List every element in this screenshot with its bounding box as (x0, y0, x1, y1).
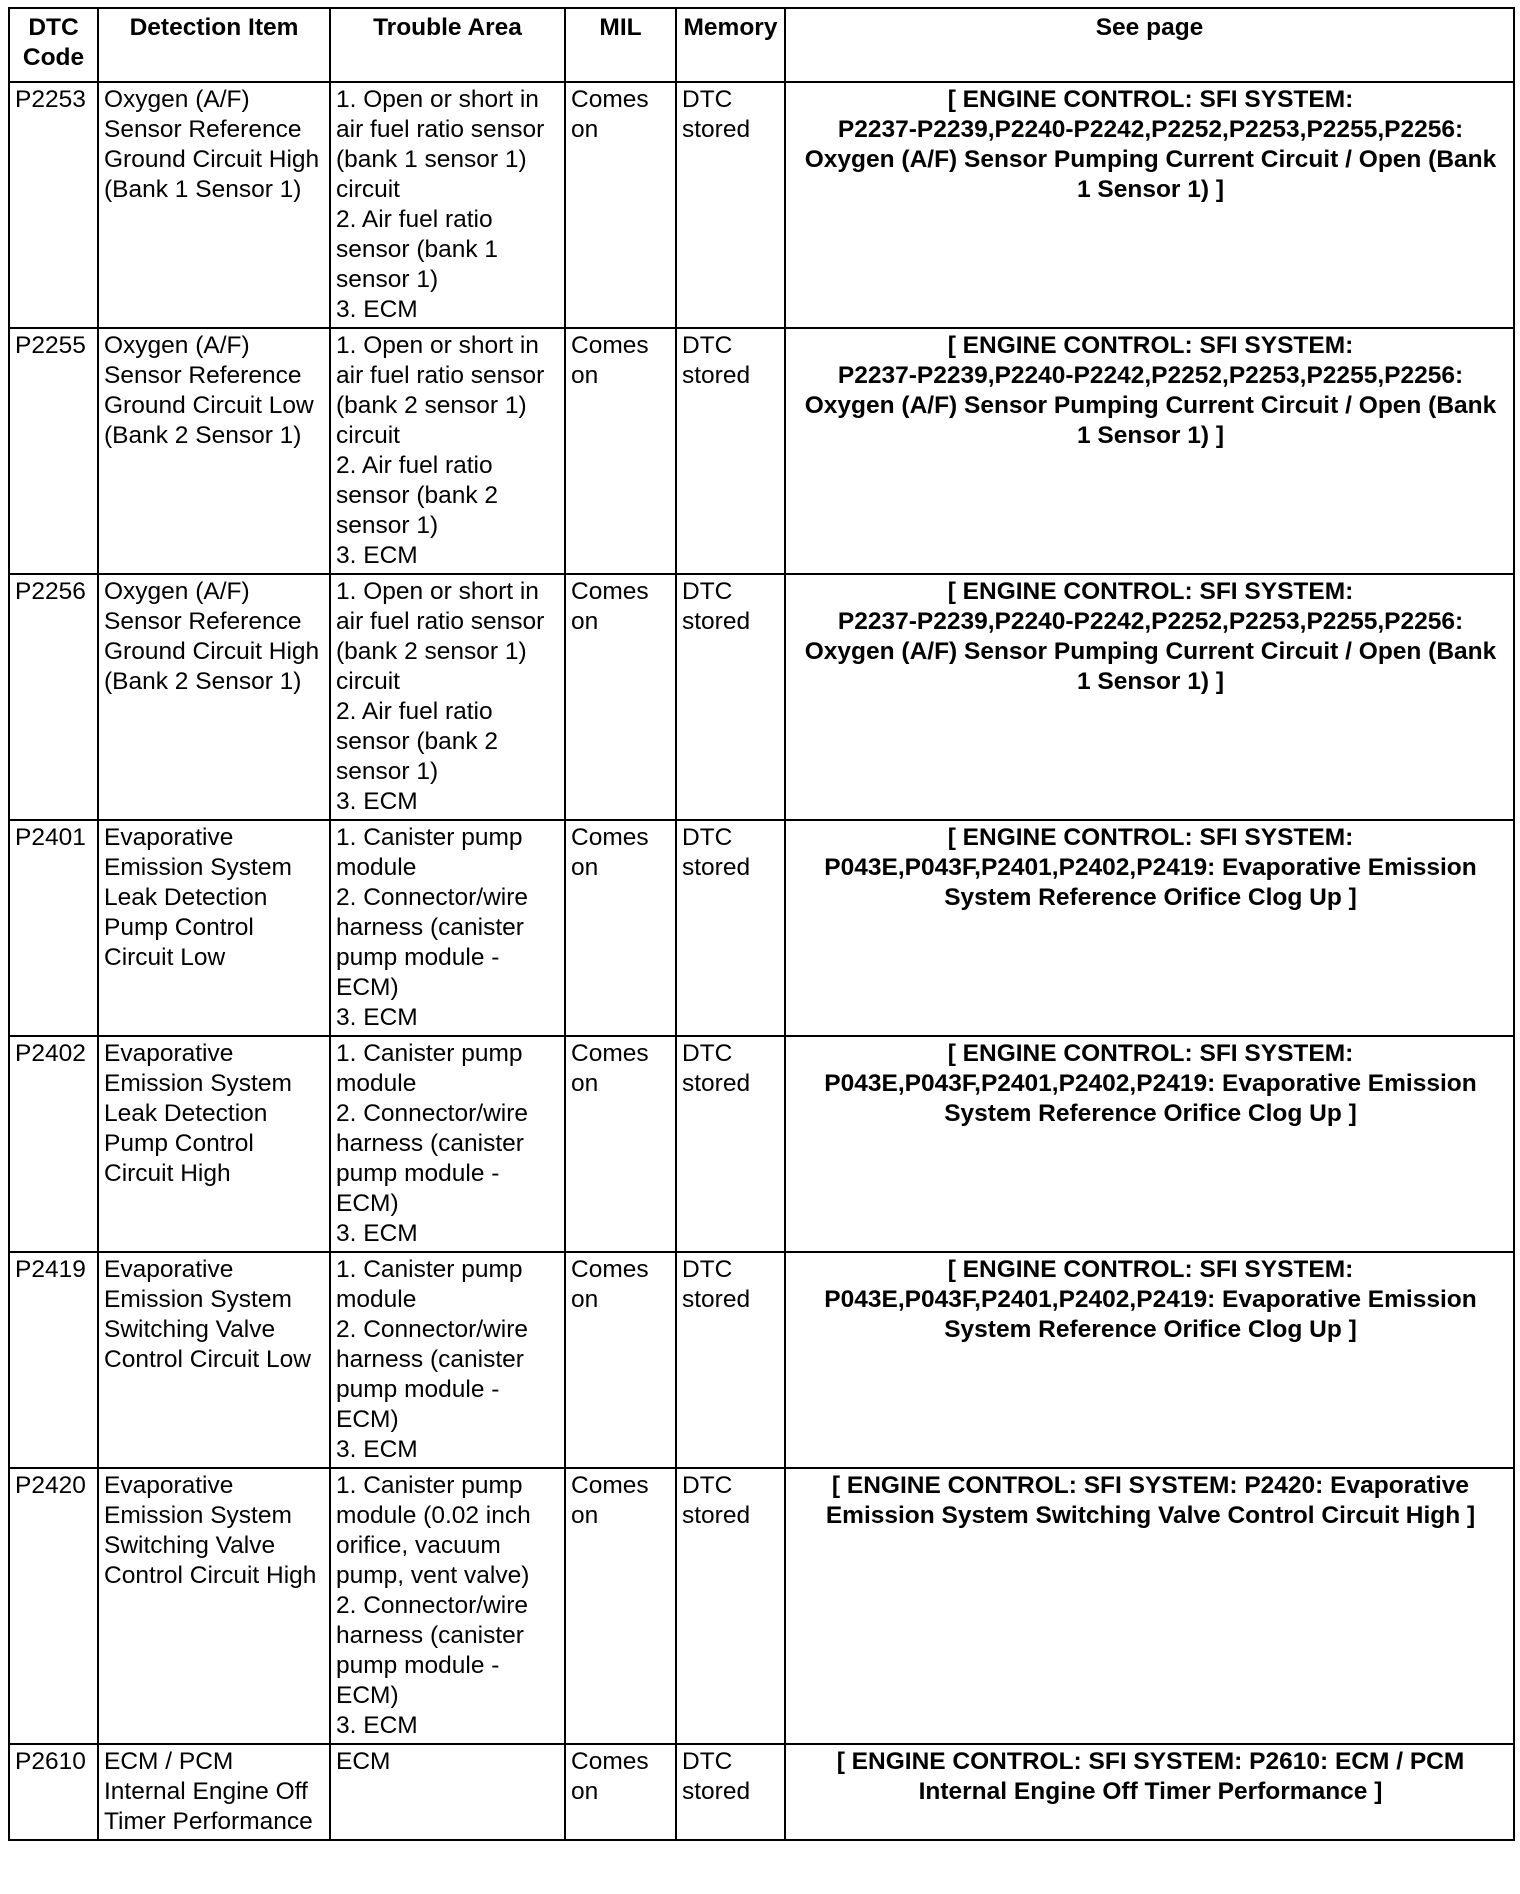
mil-status: Comes on (571, 1472, 649, 1529)
detection-item: Oxygen (A/F) Sensor Reference Ground Circuit Low (Bank 2 Sensor 1) (104, 332, 314, 449)
mil-cell (565, 1468, 676, 1744)
trouble-area-cell (330, 328, 565, 574)
dtc-code-cell (9, 820, 98, 1036)
trouble-area-cell (330, 820, 565, 1036)
dtc-code-cell (9, 1744, 98, 1840)
dtc-code: P2256 (15, 578, 86, 605)
see-page-link[interactable]: [ ENGINE CONTROL: SFI SYSTEM: P2610: ECM / PCM Internal Engine Off Timer Performance ] (836, 1748, 1465, 1805)
see-page-link[interactable]: [ ENGINE CONTROL: SFI SYSTEM: P2420: Evaporative Emission System Switching Valve Control Circuit High ] (825, 1472, 1476, 1529)
detection-item-cell (98, 1252, 330, 1468)
header-detection-item-label: Detection Item (129, 14, 299, 41)
dtc-code: P2420 (15, 1472, 86, 1499)
detection-item-cell (98, 1744, 330, 1840)
mil-status: Comes on (571, 824, 649, 881)
mil-status: Comes on (571, 1748, 649, 1805)
header-see-page-label: See page (1095, 14, 1204, 41)
mil-status: Comes on (571, 86, 649, 143)
see-page-cell (785, 1036, 1514, 1252)
dtc-code-cell (9, 1036, 98, 1252)
mil-cell (565, 574, 676, 820)
memory-cell (676, 328, 785, 574)
mil-cell (565, 1036, 676, 1252)
memory-cell (676, 82, 785, 328)
mil-cell (565, 82, 676, 328)
header-trouble-area-label: Trouble Area (373, 14, 522, 41)
detection-item-cell (98, 820, 330, 1036)
trouble-area: 1. Canister pump module 2. Connector/wire harness (canister pump module - ECM) 3. ECM (336, 824, 529, 1031)
see-page-cell (785, 1252, 1514, 1468)
trouble-area-cell (330, 1252, 565, 1468)
mil-status: Comes on (571, 1040, 649, 1097)
detection-item: Oxygen (A/F) Sensor Reference Ground Circuit High (Bank 1 Sensor 1) (104, 86, 320, 203)
mil-cell (565, 1252, 676, 1468)
dtc-code: P2253 (15, 86, 86, 113)
trouble-area-cell (330, 1744, 565, 1840)
memory-status: DTC stored (682, 1472, 751, 1529)
see-page-link[interactable]: [ ENGINE CONTROL: SFI SYSTEM: P2237-P2239,P2240-P2242,P2252,P2253,P2255,P2256: Oxygen (A/F) Sensor Pumping Current Circuit / Open (Bank 1 Sensor 1) ] (804, 578, 1497, 695)
dtc-code-cell (9, 328, 98, 574)
see-page-cell (785, 1468, 1514, 1744)
see-page-link[interactable]: [ ENGINE CONTROL: SFI SYSTEM: P043E,P043F,P2401,P2402,P2419: Evaporative Emission System Reference Orifice Clog Up ] (824, 1040, 1477, 1127)
trouble-area-cell (330, 1468, 565, 1744)
trouble-area-cell (330, 1036, 565, 1252)
table-row (9, 1468, 1514, 1744)
memory-status: DTC stored (682, 332, 751, 389)
detection-item-cell (98, 574, 330, 820)
detection-item: Evaporative Emission System Leak Detection Pump Control Circuit High (104, 1040, 292, 1187)
header-trouble-area (330, 8, 565, 82)
mil-cell (565, 328, 676, 574)
detection-item-cell (98, 1036, 330, 1252)
memory-status: DTC stored (682, 1040, 751, 1097)
detection-item: Evaporative Emission System Switching Valve Control Circuit High (104, 1472, 317, 1589)
detection-item: Evaporative Emission System Leak Detection Pump Control Circuit Low (104, 824, 292, 971)
see-page-cell (785, 82, 1514, 328)
header-row (9, 8, 1514, 82)
trouble-area: 1. Canister pump module 2. Connector/wire harness (canister pump module - ECM) 3. ECM (336, 1040, 529, 1247)
dtc-code-cell (9, 574, 98, 820)
trouble-area: 1. Canister pump module (0.02 inch orifice, vacuum pump, vent valve) 2. Connector/wire harness (canister pump module - ECM) 3. ECM (336, 1472, 531, 1739)
memory-cell (676, 574, 785, 820)
memory-status: DTC stored (682, 86, 751, 143)
see-page-link[interactable]: [ ENGINE CONTROL: SFI SYSTEM: P043E,P043F,P2401,P2402,P2419: Evaporative Emission System Reference Orifice Clog Up ] (824, 1256, 1477, 1343)
memory-cell (676, 1468, 785, 1744)
memory-status: DTC stored (682, 824, 751, 881)
see-page-cell (785, 820, 1514, 1036)
table-row (9, 1744, 1514, 1840)
table-row (9, 820, 1514, 1036)
trouble-area: 1. Open or short in air fuel ratio sensor (bank 2 sensor 1) circuit 2. Air fuel ratio sensor (bank 2 sensor 1) 3. ECM (336, 332, 545, 569)
dtc-code: P2255 (15, 332, 86, 359)
memory-cell (676, 820, 785, 1036)
see-page-cell (785, 574, 1514, 820)
dtc-code-cell (9, 1252, 98, 1468)
mil-status: Comes on (571, 1256, 649, 1313)
see-page-link[interactable]: [ ENGINE CONTROL: SFI SYSTEM: P2237-P2239,P2240-P2242,P2252,P2253,P2255,P2256: Oxygen (A/F) Sensor Pumping Current Circuit / Open (Bank 1 Sensor 1) ] (804, 332, 1497, 449)
mil-cell (565, 820, 676, 1036)
header-mil (565, 8, 676, 82)
trouble-area: 1. Open or short in air fuel ratio sensor (bank 1 sensor 1) circuit 2. Air fuel ratio sensor (bank 1 sensor 1) 3. ECM (336, 86, 545, 323)
dtc-code-cell (9, 1468, 98, 1744)
trouble-area-cell (330, 82, 565, 328)
table-row (9, 82, 1514, 328)
memory-cell (676, 1744, 785, 1840)
detection-item-cell (98, 1468, 330, 1744)
table-row (9, 1252, 1514, 1468)
see-page-link[interactable]: [ ENGINE CONTROL: SFI SYSTEM: P2237-P2239,P2240-P2242,P2252,P2253,P2255,P2256: Oxygen (A/F) Sensor Pumping Current Circuit / Open (Bank 1 Sensor 1) ] (804, 86, 1497, 203)
header-detection-item (98, 8, 330, 82)
memory-status: DTC stored (682, 578, 751, 635)
see-page-cell (785, 1744, 1514, 1840)
see-page-link[interactable]: [ ENGINE CONTROL: SFI SYSTEM: P043E,P043F,P2401,P2402,P2419: Evaporative Emission System Reference Orifice Clog Up ] (824, 824, 1477, 911)
table-row (9, 574, 1514, 820)
table-row (9, 328, 1514, 574)
mil-cell (565, 1744, 676, 1840)
detection-item: Oxygen (A/F) Sensor Reference Ground Circuit High (Bank 2 Sensor 1) (104, 578, 320, 695)
header-memory (676, 8, 785, 82)
header-dtc-code-label: DTC Code (22, 14, 85, 71)
trouble-area: ECM (336, 1748, 391, 1775)
dtc-code-cell (9, 82, 98, 328)
table-row (9, 1036, 1514, 1252)
detection-item: Evaporative Emission System Switching Valve Control Circuit Low (104, 1256, 311, 1373)
dtc-code: P2610 (15, 1748, 86, 1775)
dtc-code: P2402 (15, 1040, 86, 1067)
header-see-page (785, 8, 1514, 82)
dtc-code: P2419 (15, 1256, 86, 1283)
detection-item-cell (98, 328, 330, 574)
trouble-area: 1. Canister pump module 2. Connector/wire harness (canister pump module - ECM) 3. ECM (336, 1256, 529, 1463)
dtc-code: P2401 (15, 824, 86, 851)
memory-cell (676, 1036, 785, 1252)
trouble-area-cell (330, 574, 565, 820)
memory-status: DTC stored (682, 1748, 751, 1805)
memory-status: DTC stored (682, 1256, 751, 1313)
dtc-table (8, 7, 1515, 1841)
trouble-area: 1. Open or short in air fuel ratio sensor (bank 2 sensor 1) circuit 2. Air fuel ratio sensor (bank 2 sensor 1) 3. ECM (336, 578, 545, 815)
detection-item-cell (98, 82, 330, 328)
memory-cell (676, 1252, 785, 1468)
header-mil-label: MIL (599, 14, 642, 41)
mil-status: Comes on (571, 332, 649, 389)
mil-status: Comes on (571, 578, 649, 635)
header-memory-label: Memory (683, 14, 778, 41)
see-page-cell (785, 328, 1514, 574)
detection-item: ECM / PCM Internal Engine Off Timer Performance (104, 1748, 313, 1835)
header-dtc-code (9, 8, 98, 82)
